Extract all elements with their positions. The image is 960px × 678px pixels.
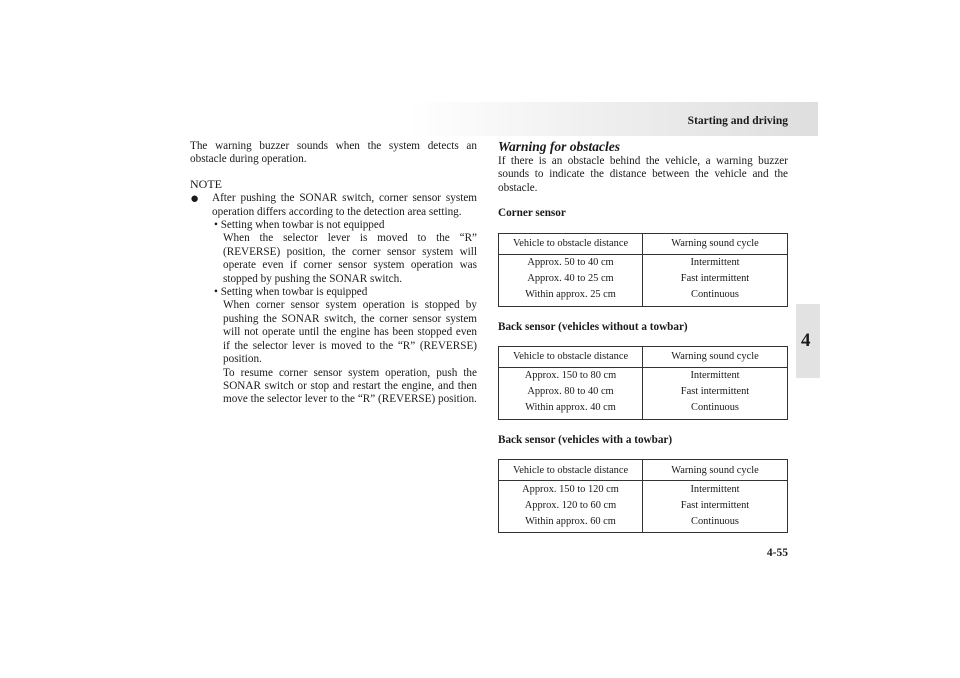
table-row — [499, 254, 788, 271]
right-column — [498, 140, 788, 533]
table-cell: Approx. 50 to 40 cm — [499, 254, 643, 271]
table-cell: Approx. 80 to 40 cm — [499, 384, 643, 400]
column-header: Warning sound cycle — [643, 233, 788, 254]
table-cell: Approx. 120 to 60 cm — [499, 497, 643, 513]
column-header: Vehicle to obstacle distance — [499, 460, 643, 481]
table-title: Back sensor (vehicles without a towbar) — [498, 320, 688, 333]
column-header: Vehicle to obstacle distance — [499, 233, 643, 254]
left-column — [190, 140, 477, 407]
bullet-dot-icon: ● — [190, 191, 200, 208]
table-row — [499, 384, 788, 400]
sub-item-no-towbar — [214, 219, 477, 286]
note-label: NOTE — [190, 176, 222, 191]
section-title: Warning for obstacles — [498, 139, 621, 154]
table-row — [499, 271, 788, 287]
back-sensor-no-towbar-table — [498, 346, 788, 420]
table-row — [499, 400, 788, 420]
table-row — [499, 513, 788, 533]
table-cell: Fast intermittent — [643, 497, 788, 513]
table-row — [499, 497, 788, 513]
sub-item-text: When the selector lever is moved to the “R” (REVERSE) position, the corner sensor system will operate even if corner sensor system operation was stopped by pushing the SONAR switch. — [223, 232, 477, 285]
table-title: Corner sensor — [498, 207, 566, 220]
table-cell: Approx. 150 to 80 cm — [499, 368, 643, 385]
column-header: Vehicle to obstacle distance — [499, 347, 643, 368]
table-cell: Continuous — [643, 400, 788, 420]
sub-item-title: • Setting when towbar is not equipped — [214, 219, 385, 232]
note-text: After pushing the SONAR switch, corner sensor system operation differs according to the detection area setting. — [212, 192, 477, 218]
table-row — [499, 287, 788, 307]
table-cell: Intermittent — [643, 481, 788, 498]
column-header: Warning sound cycle — [643, 347, 788, 368]
page-number: 4-55 — [766, 547, 788, 559]
chapter-tab-number: 4 — [801, 330, 811, 351]
table-cell: Approx. 150 to 120 cm — [499, 481, 643, 498]
table-row — [499, 368, 788, 385]
column-header: Warning sound cycle — [643, 460, 788, 481]
table-title: Back sensor (vehicles with a towbar) — [498, 434, 673, 447]
table-cell: Intermittent — [643, 254, 788, 271]
intro-paragraph: The warning buzzer sounds when the system detects an obstacle during operation. — [190, 140, 477, 166]
table-cell: Within approx. 40 cm — [499, 400, 643, 420]
sub-item-text: When corner sensor system operation is stopped by pushing the SONAR switch, the corner sensor system will not operate until the engine has been stopped even if the selector lever is moved to the “R” (REVERSE) position. — [223, 299, 477, 366]
table-cell: Within approx. 60 cm — [499, 513, 643, 533]
back-sensor-towbar-table — [498, 459, 788, 533]
table-cell: Continuous — [643, 287, 788, 307]
table-cell: Continuous — [643, 513, 788, 533]
table-row — [499, 481, 788, 498]
table-cell: Fast intermittent — [643, 384, 788, 400]
table-cell: Intermittent — [643, 368, 788, 385]
sub-item-towbar — [214, 286, 477, 407]
sub-item-text: To resume corner sensor system operation, push the SONAR switch or stop and restart the engine, and then move the selector lever to the “R” (REVERSE) position. — [223, 366, 477, 406]
note-item — [190, 192, 477, 407]
sub-item-title: • Setting when towbar is equipped — [214, 286, 368, 299]
corner-sensor-table — [498, 233, 788, 307]
page-header-title: Starting and driving — [687, 115, 788, 127]
table-cell: Approx. 40 to 25 cm — [499, 271, 643, 287]
section-paragraph: If there is an obstacle behind the vehicle, a warning buzzer sounds to indicate the distance between the vehicle and the obstacle. — [498, 155, 788, 194]
table-cell: Within approx. 25 cm — [499, 287, 643, 307]
table-cell: Fast intermittent — [643, 271, 788, 287]
